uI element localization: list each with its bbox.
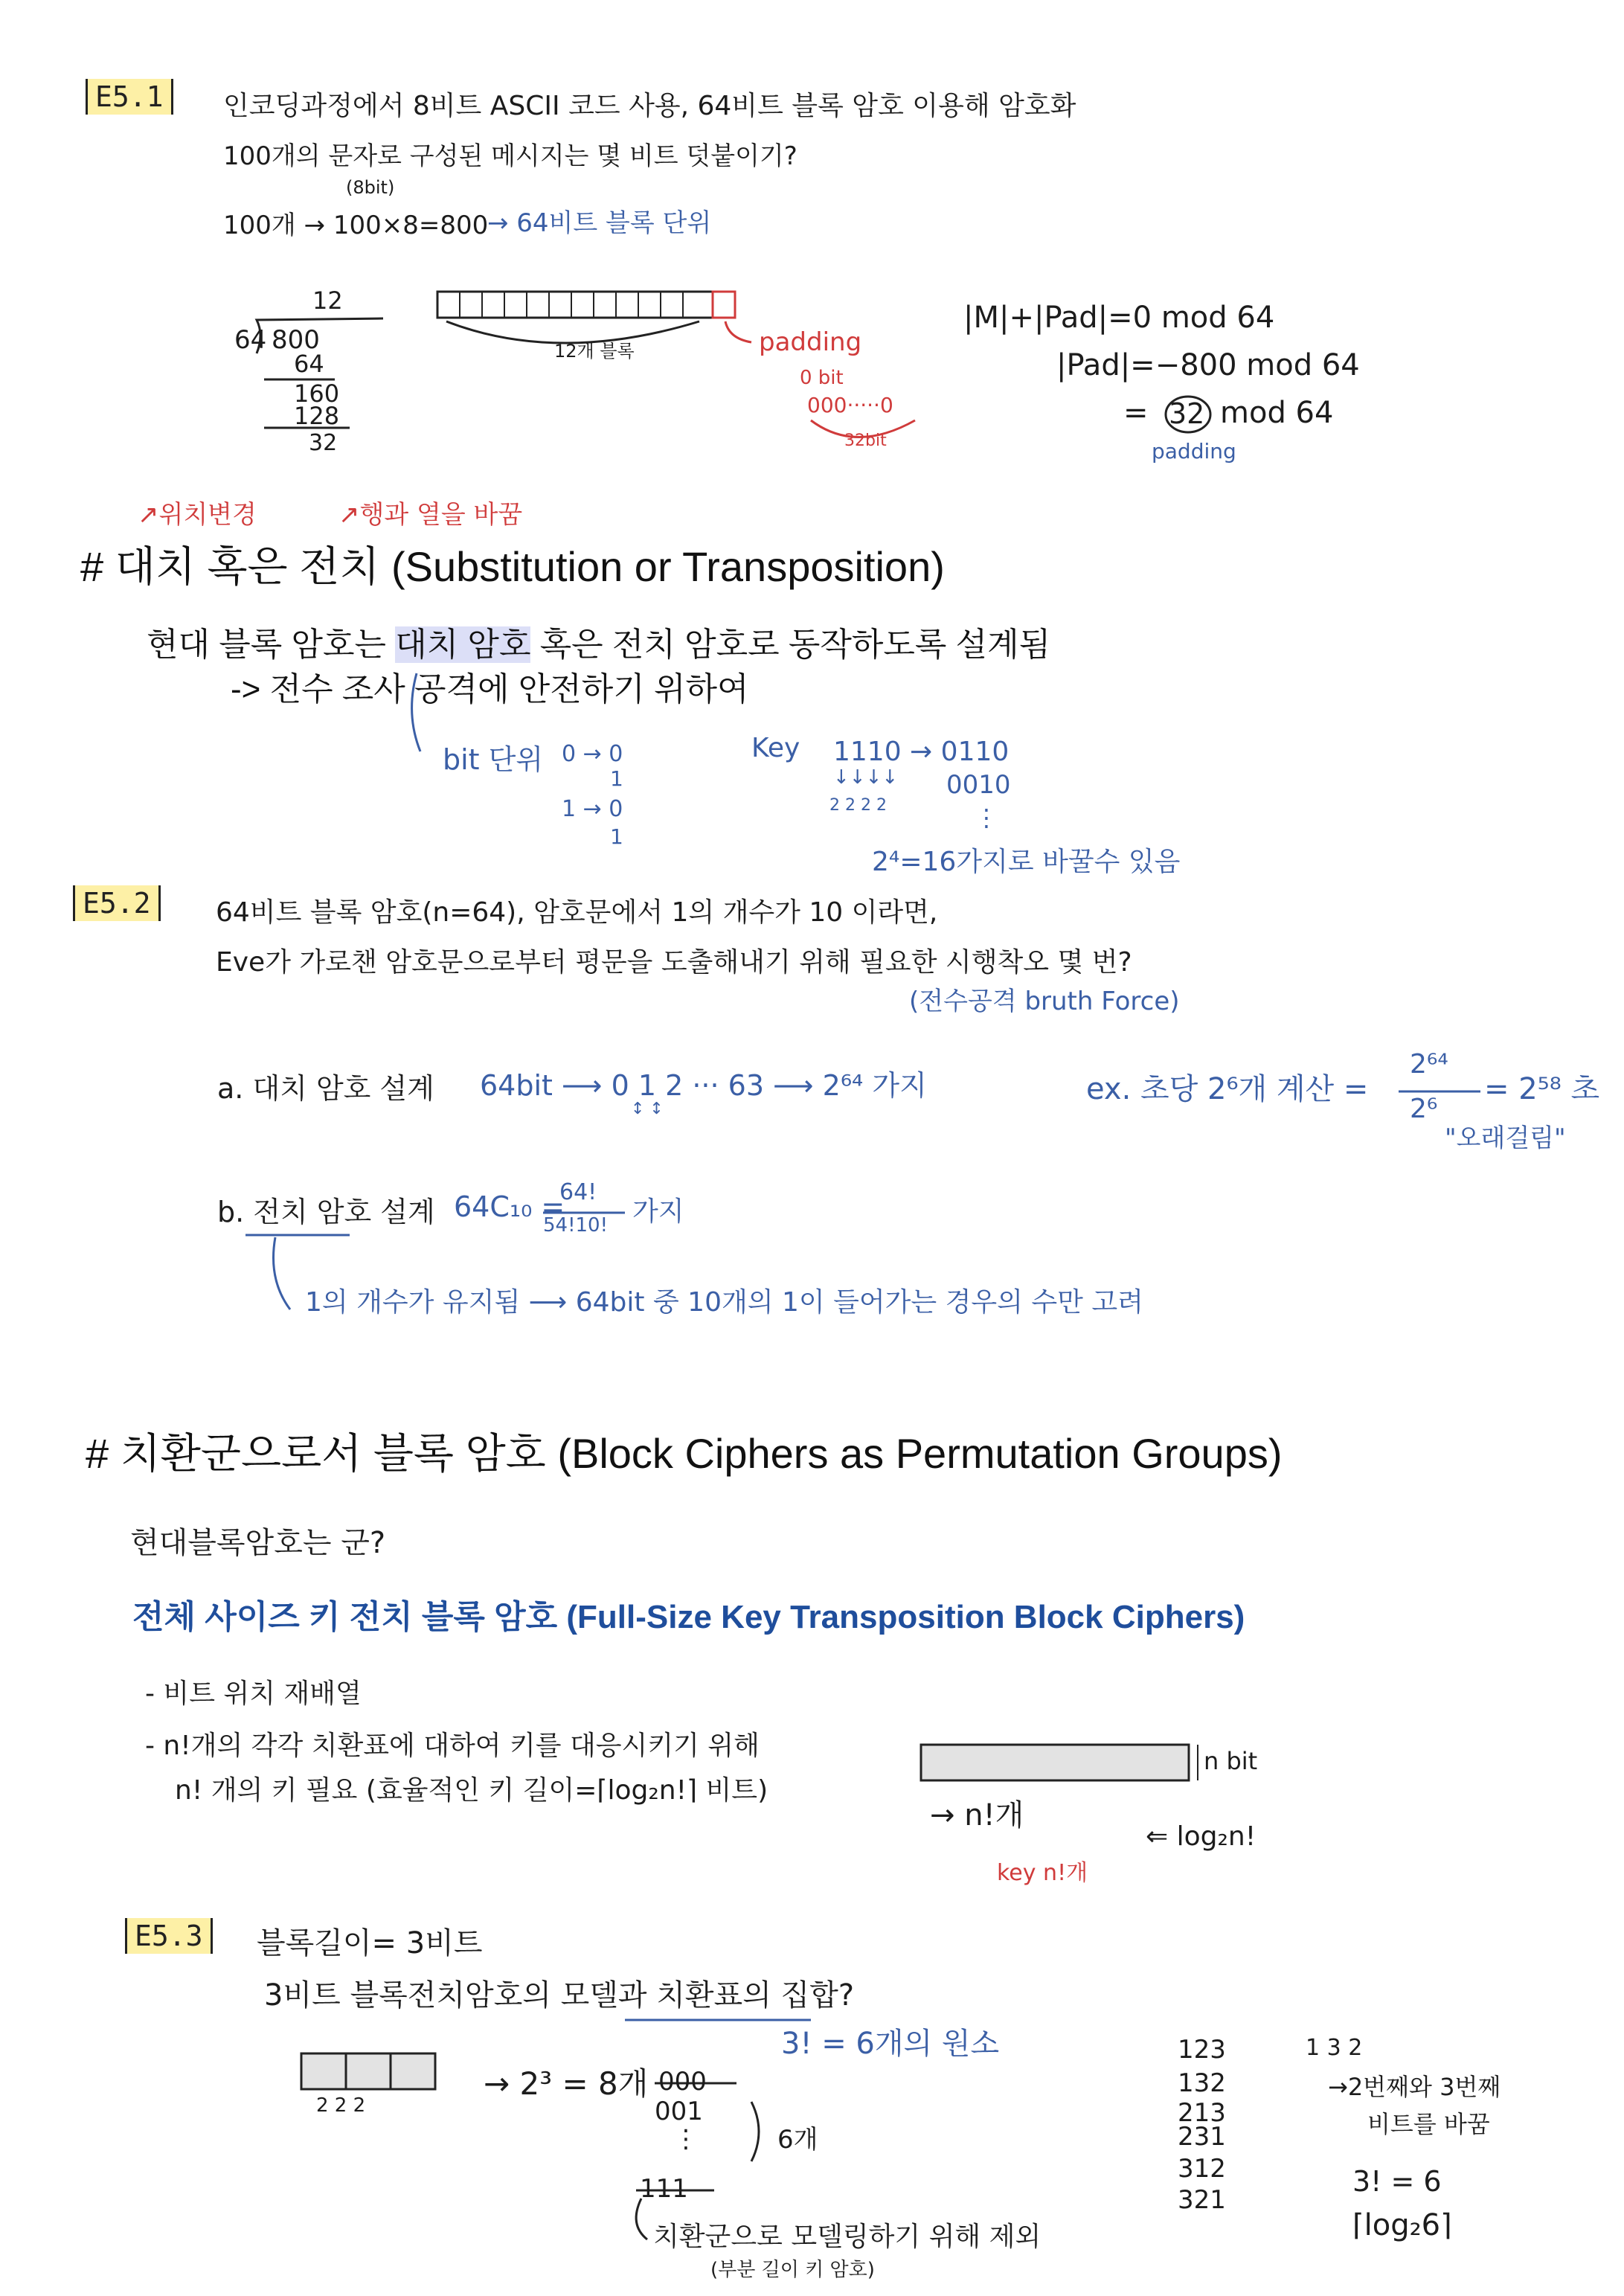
body1-highlight: 대치 암호 xyxy=(395,626,531,663)
block-dividers xyxy=(460,292,683,318)
e51-line2: 100개의 문자로 구성된 메시지는 몇 비트 덧붙이기? xyxy=(223,141,797,171)
blocks-label: 12개 블록 xyxy=(554,341,635,362)
e52-line2: Eve가 가로챈 암호문으로부터 평문을 도출해내기 위해 필요한 시행착오 몇 번? xyxy=(216,947,1132,978)
div-divisor: 64 xyxy=(234,325,267,355)
b-numerator: 64! xyxy=(559,1179,597,1205)
frac-numerator: 2⁶⁴ xyxy=(1410,1049,1448,1080)
box-twos: 2 2 2 xyxy=(316,2094,366,2117)
a-quote: "오래걸림" xyxy=(1445,1123,1566,1153)
fact-3: 3! = 6 xyxy=(1352,2165,1442,2198)
perm-5: 321 xyxy=(1178,2185,1226,2215)
subhead-full-size-key: 전체 사이즈 키 전치 블록 암호 (Full-Size Key Transposition Block Ciphers) xyxy=(132,1599,1245,1635)
note-position-change: ↗위치변경 xyxy=(138,500,257,530)
exclude-arrow xyxy=(636,2199,647,2239)
n-factorial: → n!개 xyxy=(930,1798,1024,1832)
eq3-post: mod 64 xyxy=(1220,396,1334,430)
div-dividend: 800 xyxy=(272,325,320,355)
three-bit-box xyxy=(301,2053,435,2089)
a-result: = 2⁵⁸ 초 xyxy=(1484,1072,1600,1106)
perm-2: 213 xyxy=(1178,2098,1226,2128)
zeros: 000·····0 xyxy=(807,393,893,417)
padding-label: padding xyxy=(759,327,862,357)
padding-arrow xyxy=(725,321,751,342)
e51-tag: E5.1 xyxy=(86,79,173,115)
b-calc: 64C₁₀ = xyxy=(454,1190,565,1223)
block-row xyxy=(437,292,713,318)
map1: 0 → 0 xyxy=(562,741,623,767)
heading-permutation-groups: # 치환군으로서 블록 암호 (Block Ciphers as Permutation Groups) xyxy=(86,1430,1283,1477)
div-quotient: 12 xyxy=(312,286,343,315)
exclude-note-2: (부분 길이 키 암호) xyxy=(710,2259,875,2281)
body1-pre: 현대 블록 암호는 xyxy=(147,626,396,663)
row-001: 001 xyxy=(655,2097,703,2126)
e51-bit-note: (8bit) xyxy=(346,177,395,198)
section1-body1 xyxy=(147,618,1050,665)
div-step1: 64 xyxy=(294,350,324,378)
zeros-len: 32bit xyxy=(844,432,887,450)
key2: 0010 xyxy=(946,770,1011,800)
b-note: 1의 개수가 유지됨 ⟶ 64bit 중 10개의 1이 들어가는 경우의 수만 고려 xyxy=(305,1287,1143,1318)
section1-body2: -> 전수 조사 공격에 안전하기 위하여 xyxy=(231,671,749,708)
div-remainder: 32 xyxy=(309,430,338,456)
e51-calc-note: → 64비트 블록 단위 xyxy=(487,208,712,238)
strike-000-text: 000 xyxy=(658,2067,707,2097)
e53-tag: E5.3 xyxy=(125,1918,213,1954)
map2b: 1 xyxy=(610,824,623,849)
n-bit-label: n bit xyxy=(1204,1747,1258,1775)
perm-1: 132 xyxy=(1178,2068,1226,2098)
body1-post: 혹은 전치 암호로 동작하도록 설계됨 xyxy=(530,626,1051,663)
log-note: ⇐ log₂n! xyxy=(1146,1821,1256,1852)
eq3-pre: = xyxy=(1123,396,1149,430)
a-calc: 64bit ⟶ 0 1 2 ··· 63 ⟶ 2⁶⁴ 가지 xyxy=(480,1069,927,1102)
heading-substitution-transposition: # 대치 혹은 전치 (Substitution or Transposition) xyxy=(80,543,945,590)
key-count: 2⁴=16가지로 바꿀수 있음 xyxy=(872,847,1181,877)
bit-unit: bit 단위 xyxy=(443,743,544,776)
e53-line2: 3비트 블록전치암호의 모델과 치환표의 집합? xyxy=(264,1978,855,2013)
key-n-factorial: key n!개 xyxy=(997,1860,1088,1886)
key1: 1110 → 0110 xyxy=(833,737,1010,767)
e52-note: (전수공격 bruth Force) xyxy=(909,987,1180,1016)
a-sub: ↕ ↕ xyxy=(631,1100,664,1118)
bullet-1: - 비트 위치 재배열 xyxy=(145,1678,362,1709)
sel-note-1: →2번째와 3번째 xyxy=(1328,2073,1501,2101)
eq2: |Pad|=−800 mod 64 xyxy=(1056,348,1360,382)
e51-calc: 100개 → 100×8=800 xyxy=(223,211,489,240)
eq1: |M|+|Pad|=0 mod 64 xyxy=(963,301,1275,335)
row-dots: ⋮ xyxy=(673,2124,699,2154)
bullet-2: - n!개의 각각 치환표에 대하여 키를 대응시키기 위해 xyxy=(145,1731,760,1761)
key-arrows: ↓↓↓↓ xyxy=(833,766,899,789)
b-label: b. 전치 암호 설계 xyxy=(217,1196,435,1228)
eq3-note: padding xyxy=(1152,439,1236,464)
b-unit: 가지 xyxy=(632,1196,684,1227)
map2: 1 → 0 xyxy=(562,796,623,822)
zero-bit: 0 bit xyxy=(800,367,844,389)
b-arrow xyxy=(274,1237,291,1309)
section2-question: 현대블록암호는 군? xyxy=(130,1526,386,1560)
a-example: ex. 초당 2⁶개 계산 = xyxy=(1086,1072,1369,1106)
e52-tag: E5.2 xyxy=(73,885,161,921)
n-bit-box xyxy=(921,1745,1189,1780)
map1b: 1 xyxy=(610,766,623,791)
eq3-circled: 32 xyxy=(1169,397,1205,430)
perm-4: 312 xyxy=(1178,2154,1226,2184)
six-count: 6개 xyxy=(777,2125,818,2155)
frac-denominator: 2⁶ xyxy=(1410,1094,1438,1124)
e51-line1: 인코딩과정에서 8비트 ASCII 코드 사용, 64비트 블록 암호 이용해 암호화 xyxy=(223,91,1076,121)
exclude-note: 치환군으로 모델링하기 위해 제외 xyxy=(653,2222,1042,2252)
b-denominator: 54!10! xyxy=(543,1214,609,1237)
sel-perm: 1 3 2 xyxy=(1306,2035,1363,2061)
log-6: ⌈log₂6⌉ xyxy=(1352,2208,1452,2242)
note-swap-rowcol: ↗행과 열을 바꿈 xyxy=(338,500,523,530)
div-step2: 160 xyxy=(294,379,340,408)
padding-block xyxy=(713,292,735,318)
a-label: a. 대치 암호 설계 xyxy=(217,1072,434,1105)
e52-line1: 64비트 블록 암호(n=64), 암호문에서 1의 개수가 10 이라면, xyxy=(216,897,938,928)
perm-0: 123 xyxy=(1178,2035,1226,2065)
perm-3: 231 xyxy=(1178,2122,1226,2152)
count-8: → 2³ = 8개 xyxy=(484,2065,649,2102)
key-label: Key xyxy=(751,733,800,763)
sel-note-2: 비트를 바꿈 xyxy=(1367,2110,1490,2138)
div-step3: 128 xyxy=(294,402,340,430)
strike-111-text: 111 xyxy=(640,2174,688,2204)
six-brace xyxy=(751,2102,759,2161)
key-dots: ⋮ xyxy=(975,804,998,832)
bullet-3: n! 개의 키 필요 (효율적인 키 길이=⌈log₂n!⌉ 비트) xyxy=(175,1775,768,1806)
e53-elem-note: 3! = 6개의 원소 xyxy=(781,2027,1000,2061)
e53-line1: 블록길이= 3비트 xyxy=(257,1926,483,1960)
key-twos: 2 2 2 2 xyxy=(829,796,887,815)
